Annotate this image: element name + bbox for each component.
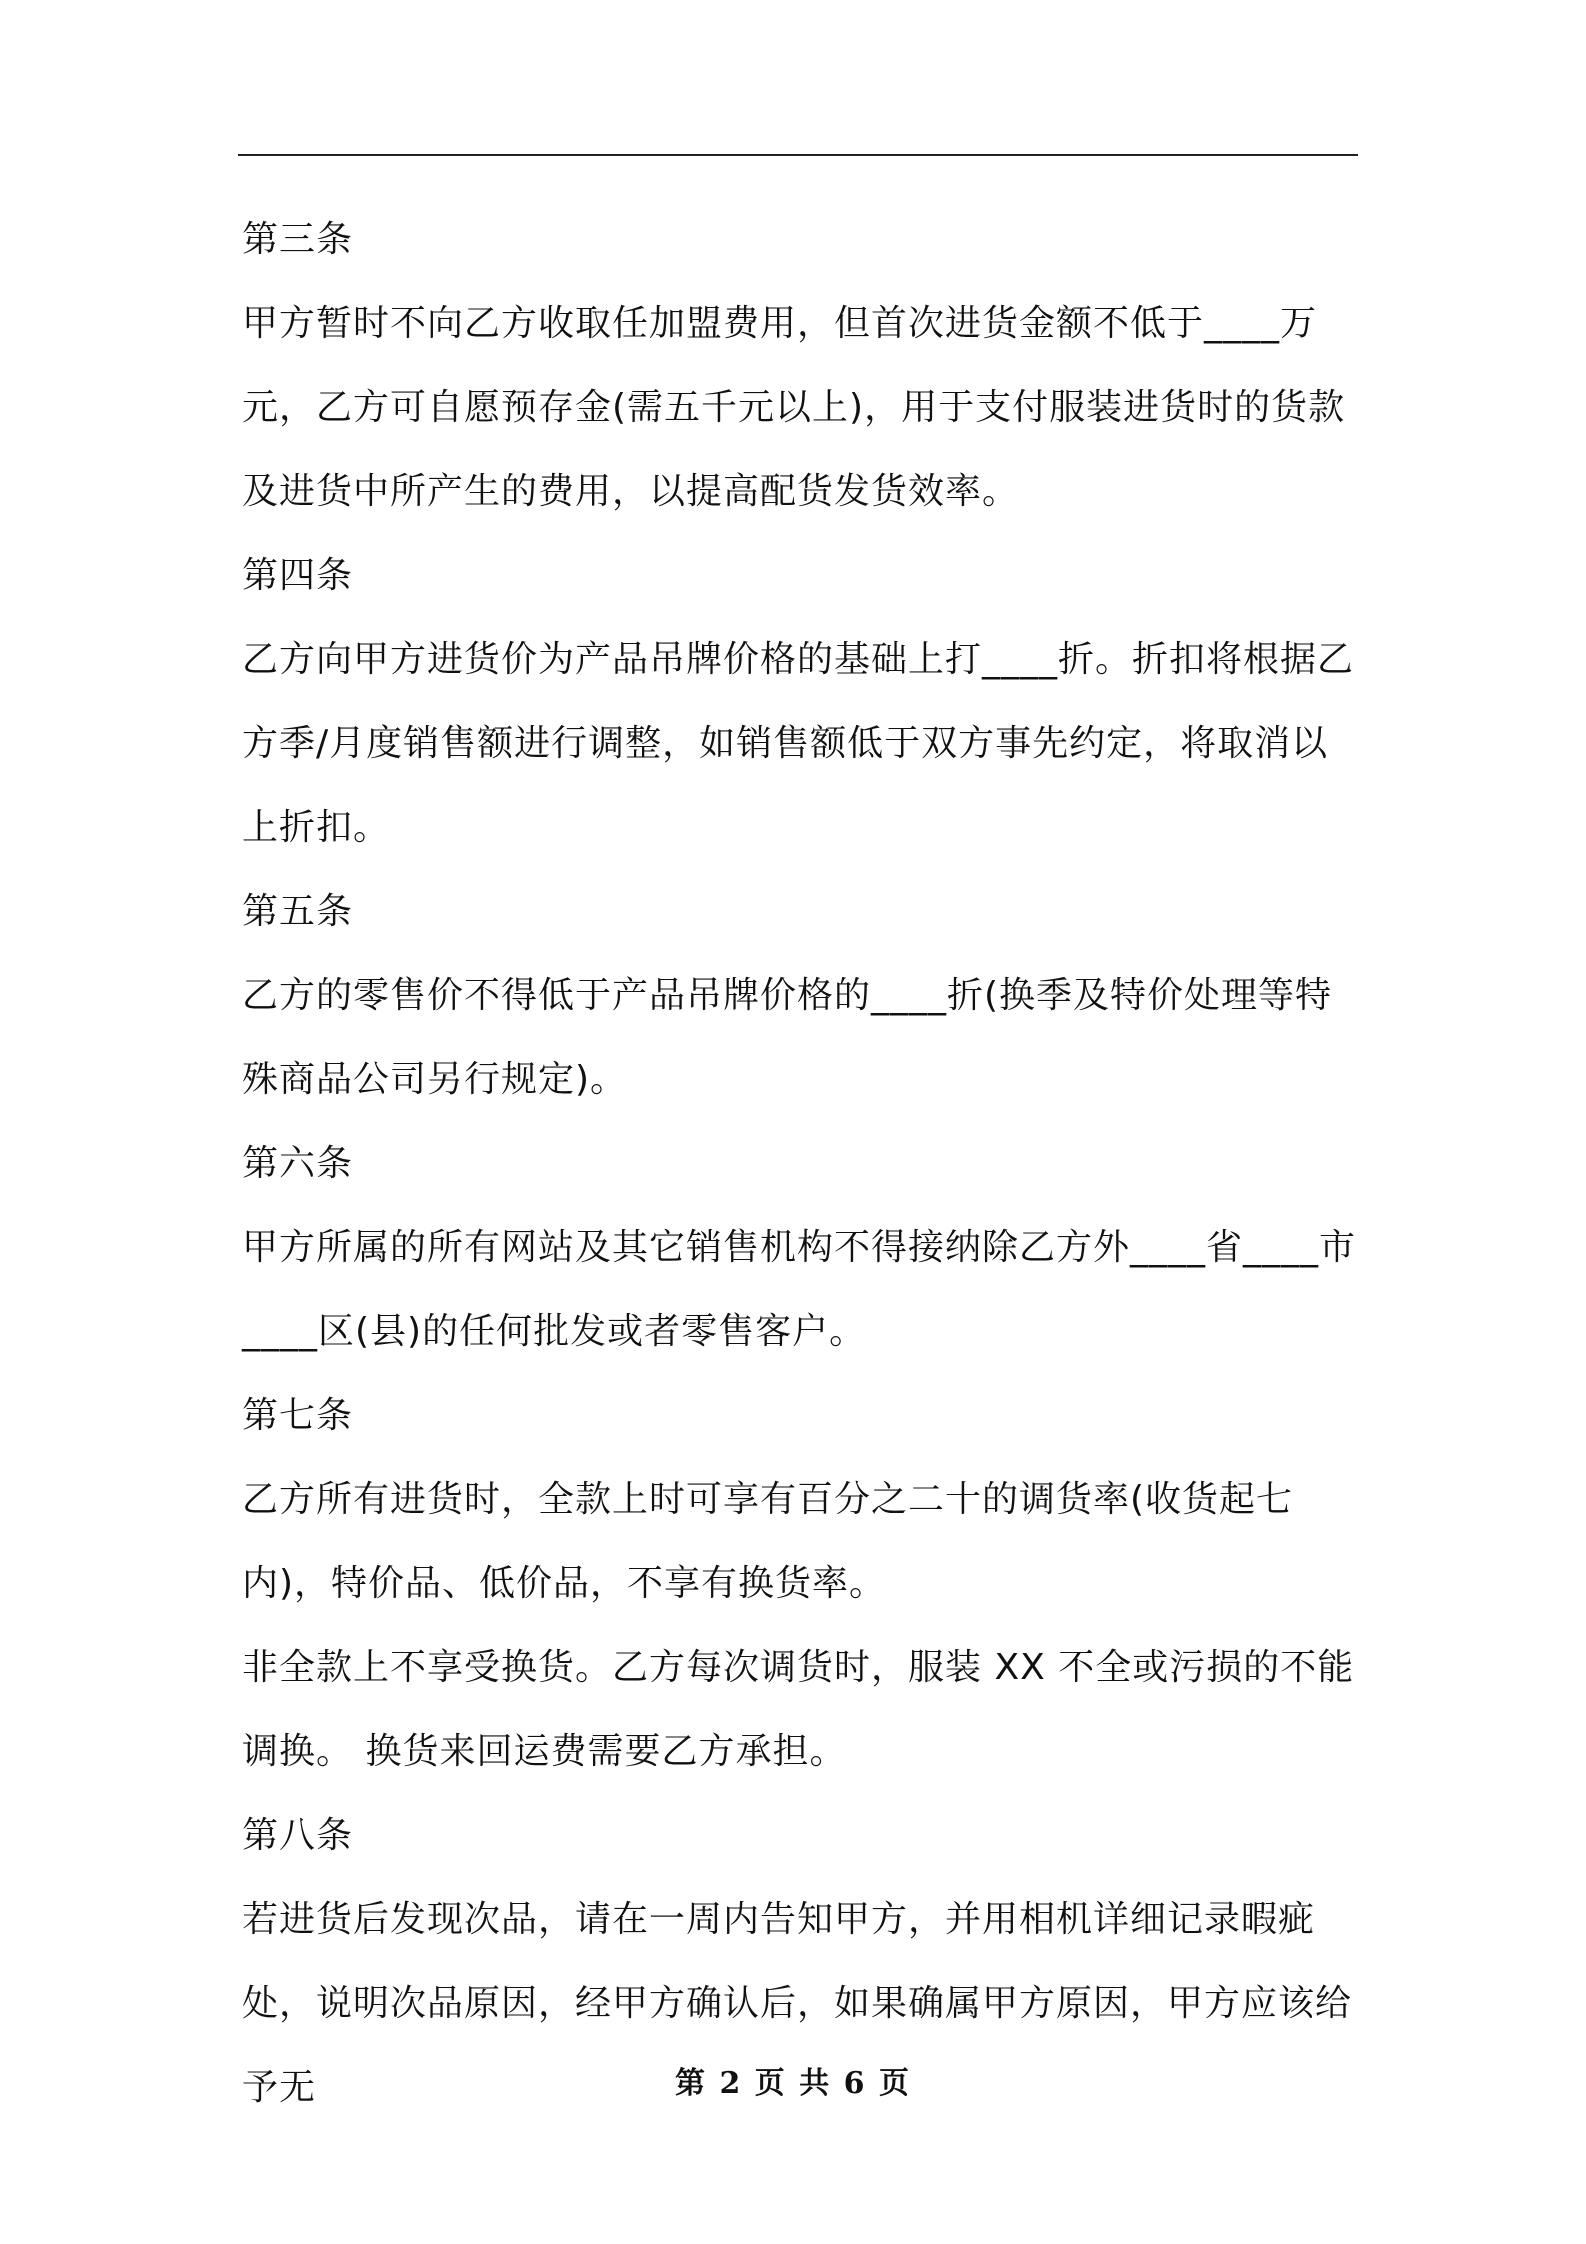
article-7-paragraph-1: 乙方所有进货时，全款上时可享有百分之二十的调货率(收货起七内)，特价品、低价品，不享有换货率。 xyxy=(242,1479,1294,1604)
article-6-paragraph: 甲方所属的所有网站及其它销售机构不得接纳除乙方外____省____市____区(县)的任何批发或者零售客户。 xyxy=(242,1227,1357,1352)
article-4-heading: 第四条 xyxy=(242,555,354,596)
article-5-paragraph: 乙方的零售价不得低于产品吊牌价格的____折(换季及特价处理等特殊商品公司另行规定)。 xyxy=(242,975,1333,1100)
article-3-heading: 第三条 xyxy=(242,219,354,260)
article-8-paragraph: 若进货后发现次品，请在一周内告知甲方，并用相机详细记录暇疵处，说明次品原因，经甲方确认后，如果确属甲方原因，甲方应该给予无 xyxy=(242,1899,1353,2108)
document-body xyxy=(242,198,1362,2130)
article-8-heading: 第八条 xyxy=(242,1815,354,1856)
article-4-paragraph: 乙方向甲方进货价为产品吊牌价格的基础上打____折。折扣将根据乙方季/月度销售额进行调整，如销售额低于双方事先约定，将取消以上折扣。 xyxy=(242,639,1355,848)
article-5-heading: 第五条 xyxy=(242,891,354,932)
article-6-heading: 第六条 xyxy=(242,1143,354,1184)
article-7-heading: 第七条 xyxy=(242,1395,354,1436)
header-rule xyxy=(238,154,1358,156)
article-3-paragraph: 甲方暂时不向乙方收取任加盟费用，但首次进货金额不低于____万元，乙方可自愿预存金(需五千元以上)，用于支付服装进货时的货款及进货中所产生的费用，以提高配货发货效率。 xyxy=(242,303,1346,512)
article-7-paragraph-2: 非全款上不享受换货。乙方每次调货时，服装 XX 不全或污损的不能调换。 换货来回运费需要乙方承担。 xyxy=(242,1647,1355,1772)
page-number-footer: 第 2 页 共 6 页 xyxy=(675,2066,911,2101)
